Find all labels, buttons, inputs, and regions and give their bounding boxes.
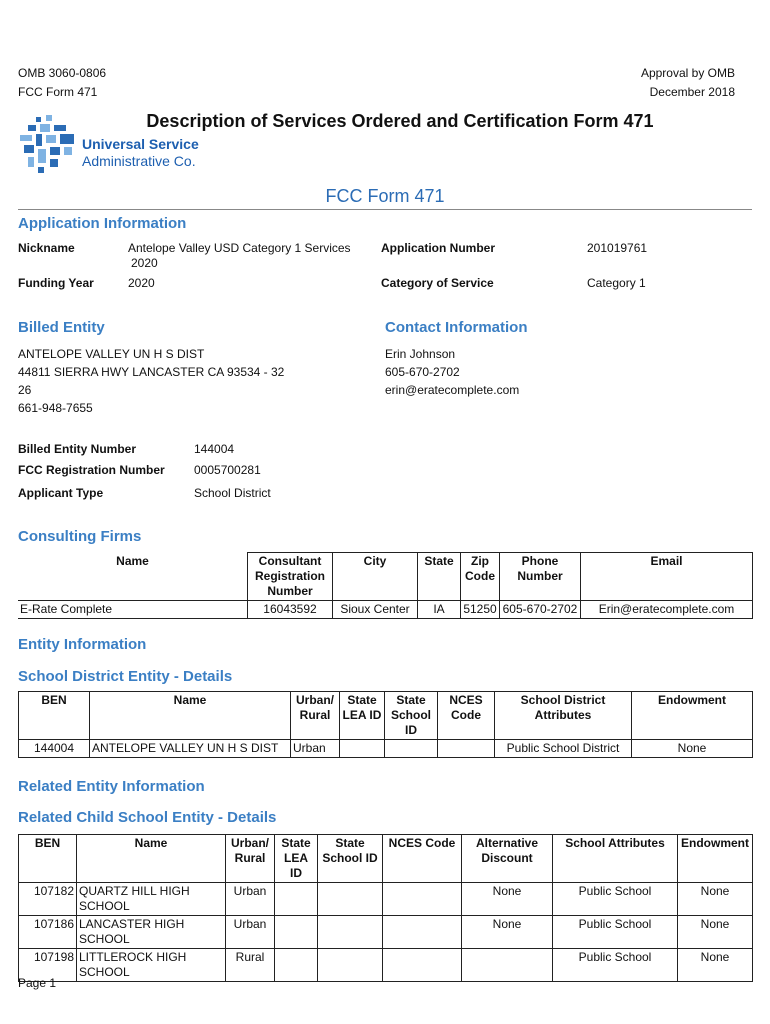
cell: None	[678, 916, 753, 949]
cell: None	[462, 916, 553, 949]
col-header: NCES Code	[438, 692, 495, 740]
funding-year-value: 2020	[128, 276, 155, 290]
billed-entity-phone: 661-948-7655	[18, 401, 93, 415]
usac-logo-text	[82, 136, 199, 170]
cell: None	[678, 883, 753, 916]
logo-line2: Administrative Co.	[82, 153, 196, 169]
title-divider	[18, 209, 752, 210]
page-number: Page 1	[18, 976, 57, 990]
related-child-table	[18, 834, 753, 982]
col-header: City	[333, 553, 418, 601]
application-info-heading: Application Information	[18, 215, 187, 232]
fcc-registration-label: FCC Registration Number	[18, 463, 165, 477]
category-value: Category 1	[587, 276, 646, 290]
cell: LANCASTER HIGH SCHOOL	[77, 916, 226, 949]
col-header: Name	[90, 692, 291, 740]
col-header: Consultant Registration Number	[248, 553, 333, 601]
cell: None	[678, 949, 753, 982]
application-number-value: 201019761	[587, 241, 648, 255]
cell: Public School	[553, 916, 678, 949]
cell: IA	[418, 601, 461, 619]
cell	[275, 949, 318, 982]
col-header: Name	[77, 835, 226, 883]
cell: Urban	[291, 740, 340, 758]
contact-phone: 605-670-2702	[385, 365, 460, 379]
application-number-label: Application Number	[381, 241, 496, 255]
cell: 107186	[19, 916, 77, 949]
col-header: Email	[581, 553, 753, 601]
approval-date: December 2018	[649, 85, 735, 99]
consulting-firms-heading: Consulting Firms	[18, 528, 142, 545]
col-header: BEN	[19, 835, 77, 883]
table-header-row	[19, 835, 753, 883]
nickname-value-line1: Antelope Valley USD Category 1 Services	[128, 241, 351, 255]
cell: 107198	[19, 949, 77, 982]
col-header: School District Attributes	[495, 692, 632, 740]
col-header: School Attributes	[553, 835, 678, 883]
header-right	[641, 64, 735, 102]
col-header: Urban/ Rural	[291, 692, 340, 740]
cell	[383, 949, 462, 982]
cell	[318, 949, 383, 982]
col-header: Endowment	[632, 692, 753, 740]
contact-block	[385, 345, 519, 399]
school-district-heading: School District Entity - Details	[18, 668, 233, 685]
contact-name: Erin Johnson	[385, 347, 456, 361]
applicant-type-label: Applicant Type	[18, 486, 104, 500]
applicant-type-value: School District	[194, 486, 271, 500]
cell	[438, 740, 495, 758]
fcc-registration-value: 0005700281	[194, 463, 261, 477]
cell: 144004	[19, 740, 90, 758]
consulting-firms-table	[18, 552, 753, 619]
cell	[383, 916, 462, 949]
nickname-label: Nickname	[18, 241, 75, 255]
table-row	[19, 740, 753, 758]
cell	[318, 916, 383, 949]
col-header: Alternative Discount	[462, 835, 553, 883]
contact-email: erin@eratecomplete.com	[385, 383, 520, 397]
billed-entity-address: 44811 SIERRA HWY LANCASTER CA 93534 - 32	[18, 365, 285, 379]
cell: E-Rate Complete	[18, 601, 248, 619]
col-header: Urban/ Rural	[226, 835, 275, 883]
cell: 107182	[19, 883, 77, 916]
related-entity-heading: Related Entity Information	[18, 778, 205, 795]
cell: Public School	[553, 949, 678, 982]
billed-entity-block	[18, 345, 284, 417]
cell: 605-670-2702	[500, 601, 581, 619]
contact-heading: Contact Information	[385, 319, 528, 336]
cell	[340, 740, 385, 758]
col-header: State LEA ID	[340, 692, 385, 740]
cell	[383, 883, 462, 916]
table-row	[19, 949, 753, 982]
nickname-value-line2: 2020	[131, 256, 158, 270]
billed-entity-number-value: 144004	[194, 442, 235, 456]
entity-info-heading: Entity Information	[18, 636, 147, 653]
col-header: Zip Code	[461, 553, 500, 601]
col-header: Phone Number	[500, 553, 581, 601]
cell: None	[462, 883, 553, 916]
nickname-value	[128, 241, 351, 271]
billed-entity-name: ANTELOPE VALLEY UN H S DIST	[18, 347, 205, 361]
cell	[275, 916, 318, 949]
cell: QUARTZ HILL HIGH SCHOOL	[77, 883, 226, 916]
logo-line1: Universal Service	[82, 136, 199, 152]
col-header: State School ID	[385, 692, 438, 740]
document-title: Description of Services Ordered and Certification Form 471	[146, 111, 654, 131]
school-district-table	[18, 691, 753, 758]
approval-text: Approval by OMB	[640, 66, 735, 80]
col-header: BEN	[19, 692, 90, 740]
table-row	[19, 916, 753, 949]
omb-number: OMB 3060-0806	[18, 66, 107, 80]
cell	[318, 883, 383, 916]
cell: Urban	[226, 883, 275, 916]
funding-year-label: Funding Year	[18, 276, 94, 290]
table-row	[18, 601, 753, 619]
cell	[462, 949, 553, 982]
cell: ANTELOPE VALLEY UN H S DIST	[90, 740, 291, 758]
cell: Public School	[553, 883, 678, 916]
cell: Urban	[226, 916, 275, 949]
form-title: FCC Form 471	[325, 186, 445, 206]
col-header: Name	[18, 553, 248, 601]
cell: None	[632, 740, 753, 758]
form-number: FCC Form 471	[18, 85, 98, 99]
billed-entity-heading: Billed Entity	[18, 319, 105, 336]
col-header: State School ID	[318, 835, 383, 883]
header-left	[18, 64, 106, 102]
cell: Erin@eratecomplete.com	[581, 601, 753, 619]
cell	[275, 883, 318, 916]
col-header: Endowment	[678, 835, 753, 883]
table-header-row	[19, 692, 753, 740]
table-row	[19, 883, 753, 916]
billed-entity-address-cont: 26	[18, 383, 32, 397]
cell: 51250	[461, 601, 500, 619]
col-header: State	[418, 553, 461, 601]
billed-entity-number-label: Billed Entity Number	[18, 442, 137, 456]
col-header: State LEA ID	[275, 835, 318, 883]
cell: Rural	[226, 949, 275, 982]
cell: Public School District	[495, 740, 632, 758]
cell: Sioux Center	[333, 601, 418, 619]
cell: 16043592	[248, 601, 333, 619]
category-label: Category of Service	[381, 276, 494, 290]
col-header: NCES Code	[383, 835, 462, 883]
cell	[385, 740, 438, 758]
cell: LITTLEROCK HIGH SCHOOL	[77, 949, 226, 982]
related-child-heading: Related Child School Entity - Details	[18, 809, 277, 826]
table-header-row	[18, 553, 753, 601]
